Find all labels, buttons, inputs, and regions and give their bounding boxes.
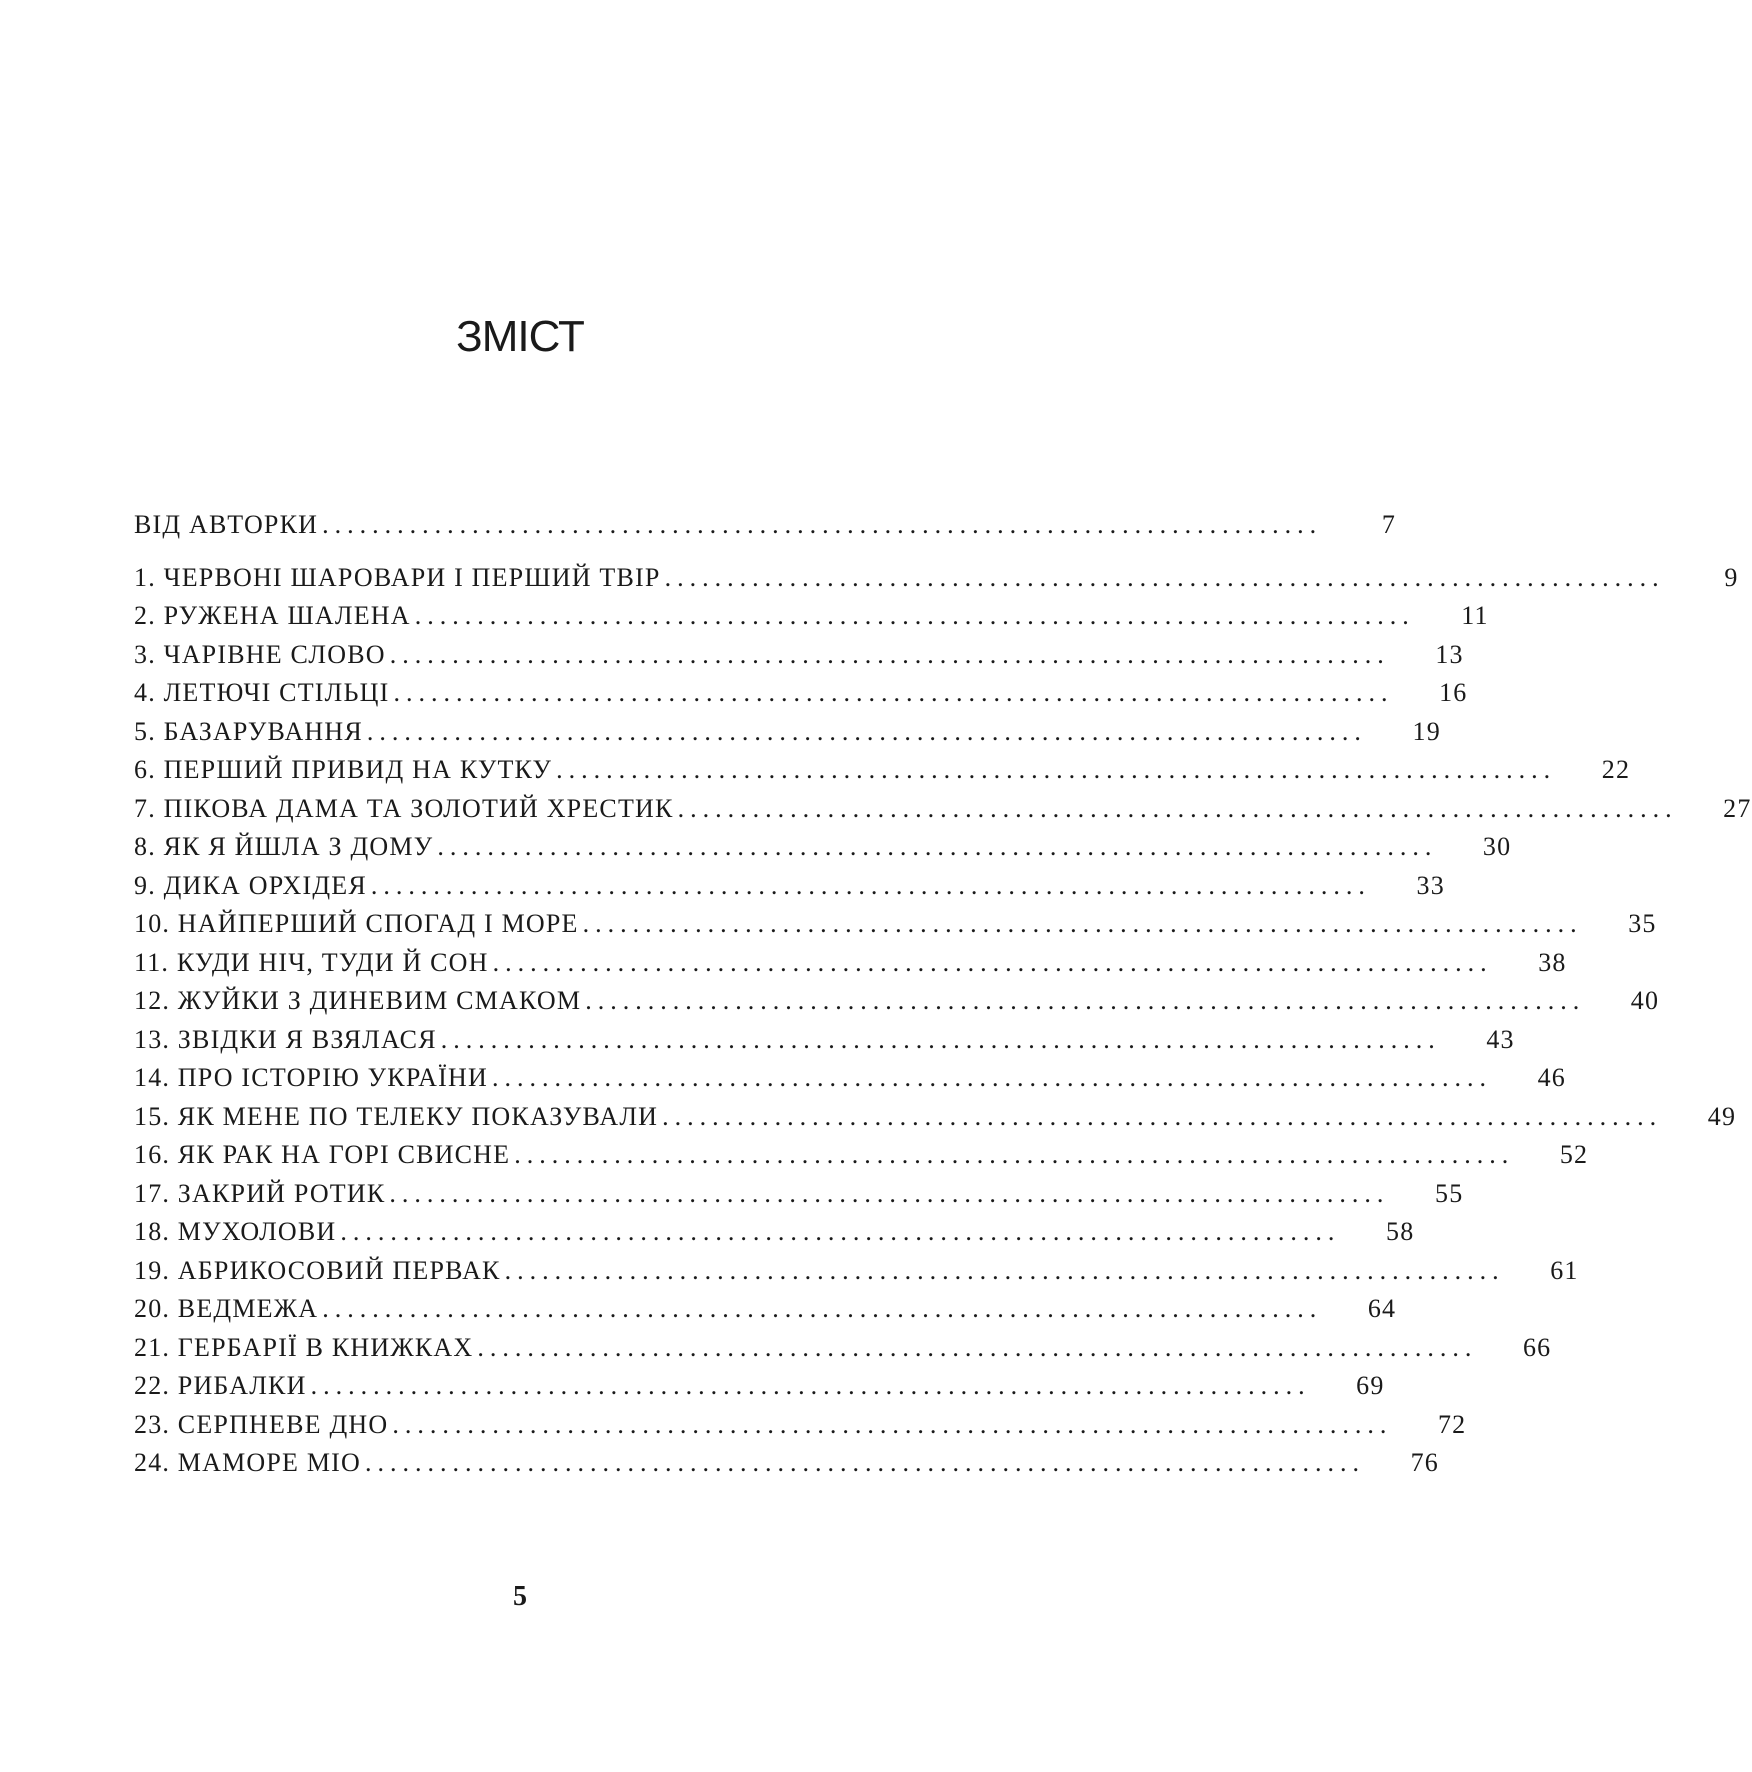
dot-leader: ................................................................................ bbox=[664, 562, 1665, 592]
toc-entry[interactable] bbox=[134, 1332, 1552, 1372]
toc-entry[interactable] bbox=[134, 562, 1739, 602]
dot-leader: ................................................................................ bbox=[492, 947, 1493, 977]
dot-leader: ................................................................................ bbox=[393, 678, 1394, 707]
toc-entry-page: 30 bbox=[1482, 832, 1512, 861]
toc-entry-label: 16. ЯК РАК НА ГОРІ СВИСНЕ bbox=[134, 1140, 511, 1169]
dot-leader: ................................................................................ bbox=[389, 1178, 1390, 1208]
toc-entry-label: 17. ЗАКРИЙ РОТИК bbox=[134, 1178, 386, 1208]
toc-entry-label: 11. КУДИ НІЧ, ТУДИ Й СОН bbox=[134, 947, 489, 977]
dot-leader: ................................................................................ bbox=[504, 1255, 1505, 1285]
toc-entry-label: 4. ЛЕТЮЧІ СТІЛЬЦІ bbox=[134, 678, 390, 707]
dot-leader: ................................................................................ bbox=[414, 601, 1415, 630]
toc-entry-page: 49 bbox=[1707, 1101, 1737, 1131]
dot-leader: ................................................................................ bbox=[322, 510, 1323, 539]
toc-entry-label: 3. ЧАРІВНЕ СЛОВО bbox=[134, 639, 386, 669]
toc-entry-label: 5. БАЗАРУВАННЯ bbox=[134, 716, 363, 746]
toc-entry[interactable] bbox=[134, 793, 1752, 833]
toc-entry-page: 76 bbox=[1410, 1448, 1439, 1477]
toc-entry-label: 15. ЯК МЕНЕ ПО ТЕЛЕКУ ПОКАЗУВАЛИ bbox=[134, 1101, 659, 1131]
toc-entry[interactable] bbox=[134, 870, 1445, 910]
toc-entry-label: 19. АБРИКОСОВИЙ ПЕРВАК bbox=[134, 1255, 501, 1285]
toc-entry-page: 64 bbox=[1367, 1294, 1397, 1323]
toc-entry-page: 72 bbox=[1437, 1409, 1467, 1439]
toc-entry-label: 12. ЖУЙКИ З ДИНЕВИМ СМАКОМ bbox=[134, 986, 582, 1015]
toc-entry-label: 7. ПІКОВА ДАМА ТА ЗОЛОТИЙ ХРЕСТИК bbox=[134, 793, 674, 823]
dot-leader: ................................................................................ bbox=[662, 1101, 1663, 1131]
dot-leader: ................................................................................ bbox=[364, 1448, 1365, 1477]
page-number: 5 bbox=[513, 1581, 527, 1612]
toc-entry-page: 38 bbox=[1538, 947, 1567, 977]
toc-entry-label: 2. РУЖЕНА ШАЛЕНА bbox=[134, 601, 411, 630]
toc-entry-page: 13 bbox=[1435, 639, 1464, 669]
toc-entry-label: 23. СЕРПНЕВЕ ДНО bbox=[134, 1409, 389, 1439]
toc-entry-label: 24. МАМОРЕ МІО bbox=[134, 1448, 361, 1477]
toc-entry-page: 66 bbox=[1522, 1332, 1552, 1362]
toc-entry-label: 1. ЧЕРВОНІ ШАРОВАРИ І ПЕРШИЙ ТВІР bbox=[134, 562, 661, 592]
toc-entry-label: 6. ПЕРШИЙ ПРИВИД НА КУТКУ bbox=[134, 755, 553, 784]
toc-entry-page: 52 bbox=[1559, 1140, 1589, 1169]
toc-entry-label: 22. РИБАЛКИ bbox=[134, 1371, 307, 1400]
toc-entry-intro[interactable] bbox=[134, 510, 1397, 549]
toc-entry-page: 19 bbox=[1412, 716, 1441, 746]
dot-leader: ................................................................................ bbox=[582, 909, 1583, 938]
toc-entry[interactable] bbox=[134, 1024, 1515, 1064]
toc-entry-page: 58 bbox=[1386, 1217, 1415, 1246]
toc-entry-label: 9. ДИКА ОРХІДЕЯ bbox=[134, 870, 367, 900]
toc-entry-label: 10. НАЙПЕРШИЙ СПОГАД І МОРЕ bbox=[134, 909, 579, 938]
toc-entry-page: 43 bbox=[1486, 1024, 1515, 1054]
dot-leader: ................................................................................ bbox=[491, 1063, 1492, 1092]
toc-entry-label: 13. ЗВІДКИ Я ВЗЯЛАСЯ bbox=[134, 1024, 437, 1054]
toc-entry-label: 21. ГЕРБАРІЇ В КНИЖКАХ bbox=[134, 1332, 474, 1362]
toc-entry[interactable] bbox=[134, 1178, 1464, 1218]
toc-entry-page: 11 bbox=[1461, 601, 1489, 630]
dot-leader: ................................................................................ bbox=[437, 832, 1438, 861]
toc-entry[interactable] bbox=[134, 909, 1657, 948]
toc-entry-page: 27 bbox=[1723, 793, 1752, 823]
toc-entry-label: ВІД АВТОРКИ bbox=[134, 510, 319, 539]
dot-leader: ................................................................................ bbox=[310, 1371, 1311, 1400]
toc-entry[interactable] bbox=[134, 1101, 1737, 1141]
toc-entry[interactable] bbox=[134, 716, 1441, 756]
dot-leader: ................................................................................ bbox=[677, 793, 1678, 823]
dot-leader: ................................................................................ bbox=[389, 639, 1390, 669]
toc-entry-page: 22 bbox=[1601, 755, 1631, 784]
toc-entry[interactable] bbox=[134, 947, 1567, 987]
dot-leader: ................................................................................ bbox=[477, 1332, 1478, 1362]
toc-entry[interactable] bbox=[134, 1217, 1415, 1256]
toc-entry[interactable] bbox=[134, 1294, 1397, 1333]
toc-entry-page: 9 bbox=[1724, 562, 1739, 592]
toc-entry-page: 69 bbox=[1356, 1371, 1385, 1400]
toc-entry-page: 61 bbox=[1550, 1255, 1579, 1285]
toc-entry[interactable] bbox=[134, 1371, 1385, 1410]
dot-leader: ................................................................................ bbox=[392, 1409, 1393, 1439]
dot-leader: ................................................................................ bbox=[514, 1140, 1515, 1169]
toc-entry-page: 16 bbox=[1439, 678, 1468, 707]
toc-entry[interactable] bbox=[134, 678, 1468, 717]
toc-entry-page: 55 bbox=[1435, 1178, 1464, 1208]
toc-entry-label: 18. МУХОЛОВИ bbox=[134, 1217, 337, 1246]
toc-entry-page: 7 bbox=[1381, 510, 1397, 539]
dot-leader: ................................................................................ bbox=[556, 755, 1557, 784]
dot-leader: ................................................................................ bbox=[585, 986, 1586, 1015]
toc-entry-label: 8. ЯК Я ЙШЛА З ДОМУ bbox=[134, 832, 434, 861]
toc-entry[interactable] bbox=[134, 1140, 1589, 1179]
toc-entries-list bbox=[134, 562, 1752, 1487]
toc-entry-label: 20. ВЕДМЕЖА bbox=[134, 1294, 319, 1323]
toc-entry[interactable] bbox=[134, 832, 1512, 871]
dot-leader: ................................................................................ bbox=[366, 716, 1367, 746]
toc-entry[interactable] bbox=[134, 639, 1464, 679]
dot-leader: ................................................................................ bbox=[322, 1294, 1323, 1323]
toc-entry-page: 35 bbox=[1628, 909, 1657, 938]
toc-entry-page: 40 bbox=[1630, 986, 1660, 1015]
toc-entry-label: 14. ПРО ІСТОРІЮ УКРАЇНИ bbox=[134, 1063, 488, 1092]
dot-leader: ................................................................................ bbox=[370, 870, 1371, 900]
table-of-contents bbox=[134, 510, 1752, 1487]
toc-entry[interactable] bbox=[134, 1063, 1566, 1102]
toc-entry[interactable] bbox=[134, 1255, 1579, 1295]
page-title: ЗМІСТ bbox=[456, 312, 584, 361]
toc-entry[interactable] bbox=[134, 986, 1660, 1025]
toc-entry[interactable] bbox=[134, 601, 1489, 640]
toc-entry[interactable] bbox=[134, 1409, 1467, 1449]
toc-entry-page: 33 bbox=[1416, 870, 1445, 900]
toc-entry-page: 46 bbox=[1537, 1063, 1566, 1092]
toc-entry[interactable] bbox=[134, 1448, 1439, 1487]
dot-leader: ................................................................................ bbox=[340, 1217, 1341, 1246]
dot-leader: ................................................................................ bbox=[440, 1024, 1441, 1054]
toc-entry[interactable] bbox=[134, 755, 1631, 794]
